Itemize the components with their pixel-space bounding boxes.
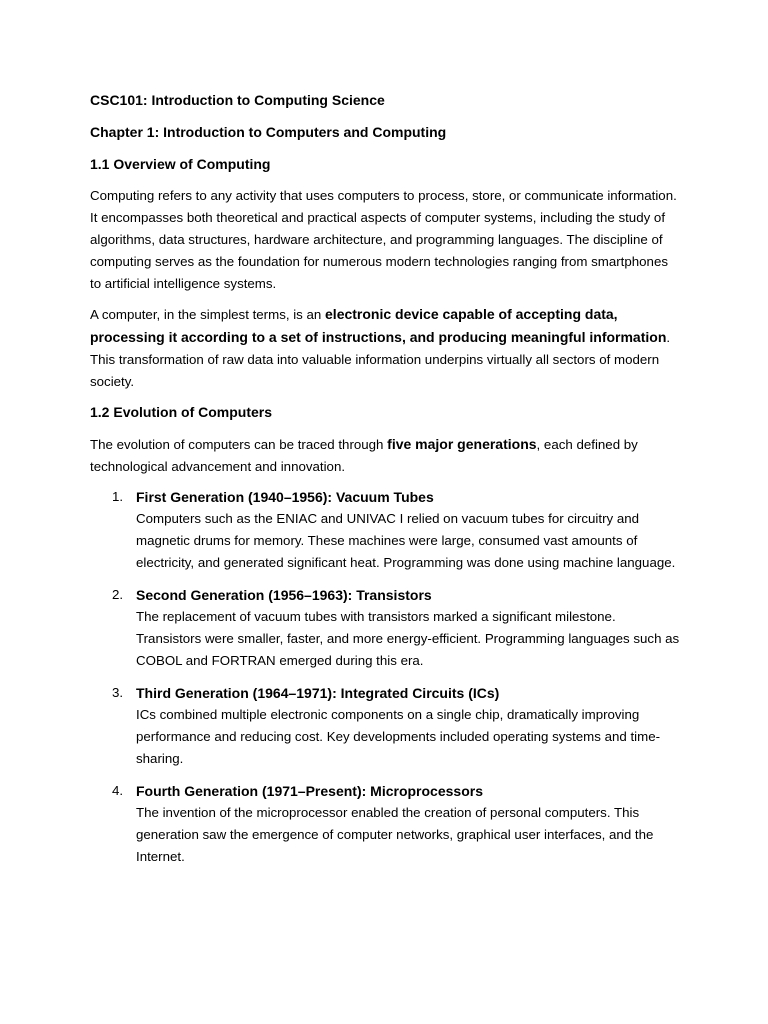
list-item-number: 4. — [112, 783, 124, 798]
list-item-number: 3. — [112, 685, 124, 700]
evolution-intro-bold: five major generations — [387, 436, 537, 452]
generation-title: Third Generation (1964–1971): Integrated Circuits (ICs) — [136, 685, 500, 701]
evolution-intro-post: , each defined by technological advancement and innovation. — [90, 437, 638, 474]
section-1-1-heading: 1.1 Overview of Computing — [90, 156, 271, 172]
generation-title: Fourth Generation (1971–Present): Microprocessors — [136, 783, 483, 799]
list-item — [90, 584, 682, 672]
generation-title: First Generation (1940–1956): Vacuum Tubes — [136, 489, 434, 505]
generation-title: Second Generation (1956–1963): Transistors — [136, 587, 432, 603]
generation-description: The invention of the microprocessor enabled the creation of personal computers. This generation saw the emergence of computer networks, graphical user interfaces, and the Internet. — [136, 805, 654, 864]
list-item-number: 2. — [112, 587, 124, 602]
definition-text-pre: A computer, in the simplest terms, is an — [90, 307, 326, 322]
list-item — [90, 486, 682, 574]
generation-description: The replacement of vacuum tubes with transistors marked a significant milestone. Transistors were smaller, faster, and more energy-efficient. Programming languages such as COBOL and FORTRAN emerged during this era. — [136, 609, 680, 668]
computer-definition-paragraph — [90, 303, 682, 393]
definition-text-post: . This transformation of raw data into valuable information underpins virtually all sectors of modern society. — [90, 330, 671, 389]
definition-text-bold: electronic device capable of accepting data, processing it according to a set of instructions, and producing meaningful information — [90, 306, 667, 345]
chapter-title: Chapter 1: Introduction to Computers and Computing — [90, 124, 447, 140]
generation-description: ICs combined multiple electronic components on a single chip, dramatically improving performance and reducing cost. Key developments included operating systems and time-sharing. — [136, 707, 661, 766]
evolution-intro-pre: The evolution of computers can be traced through — [90, 437, 388, 452]
list-item — [90, 682, 682, 770]
section-1-2-heading: 1.2 Evolution of Computers — [90, 404, 273, 420]
list-item-number: 1. — [112, 489, 124, 504]
evolution-intro-paragraph — [90, 433, 682, 478]
list-item — [90, 780, 682, 868]
overview-paragraph: Computing refers to any activity that uses computers to process, store, or communicate information. It encompasses both theoretical and practical aspects of computer systems, including the study of algorithms, data structures, hardware architecture, and programming languages. The discipline of computing serves as the foundation for numerous modern technologies ranging from smartphones to artificial intelligence systems. — [90, 188, 677, 291]
generation-description: Computers such as the ENIAC and UNIVAC I relied on vacuum tubes for circuitry and magnetic drums for memory. These machines were large, consumed vast amounts of electricity, and generated significant heat. Programming was done using machine language. — [136, 511, 676, 570]
generations-list — [90, 486, 682, 868]
course-title: CSC101: Introduction to Computing Science — [90, 92, 385, 108]
